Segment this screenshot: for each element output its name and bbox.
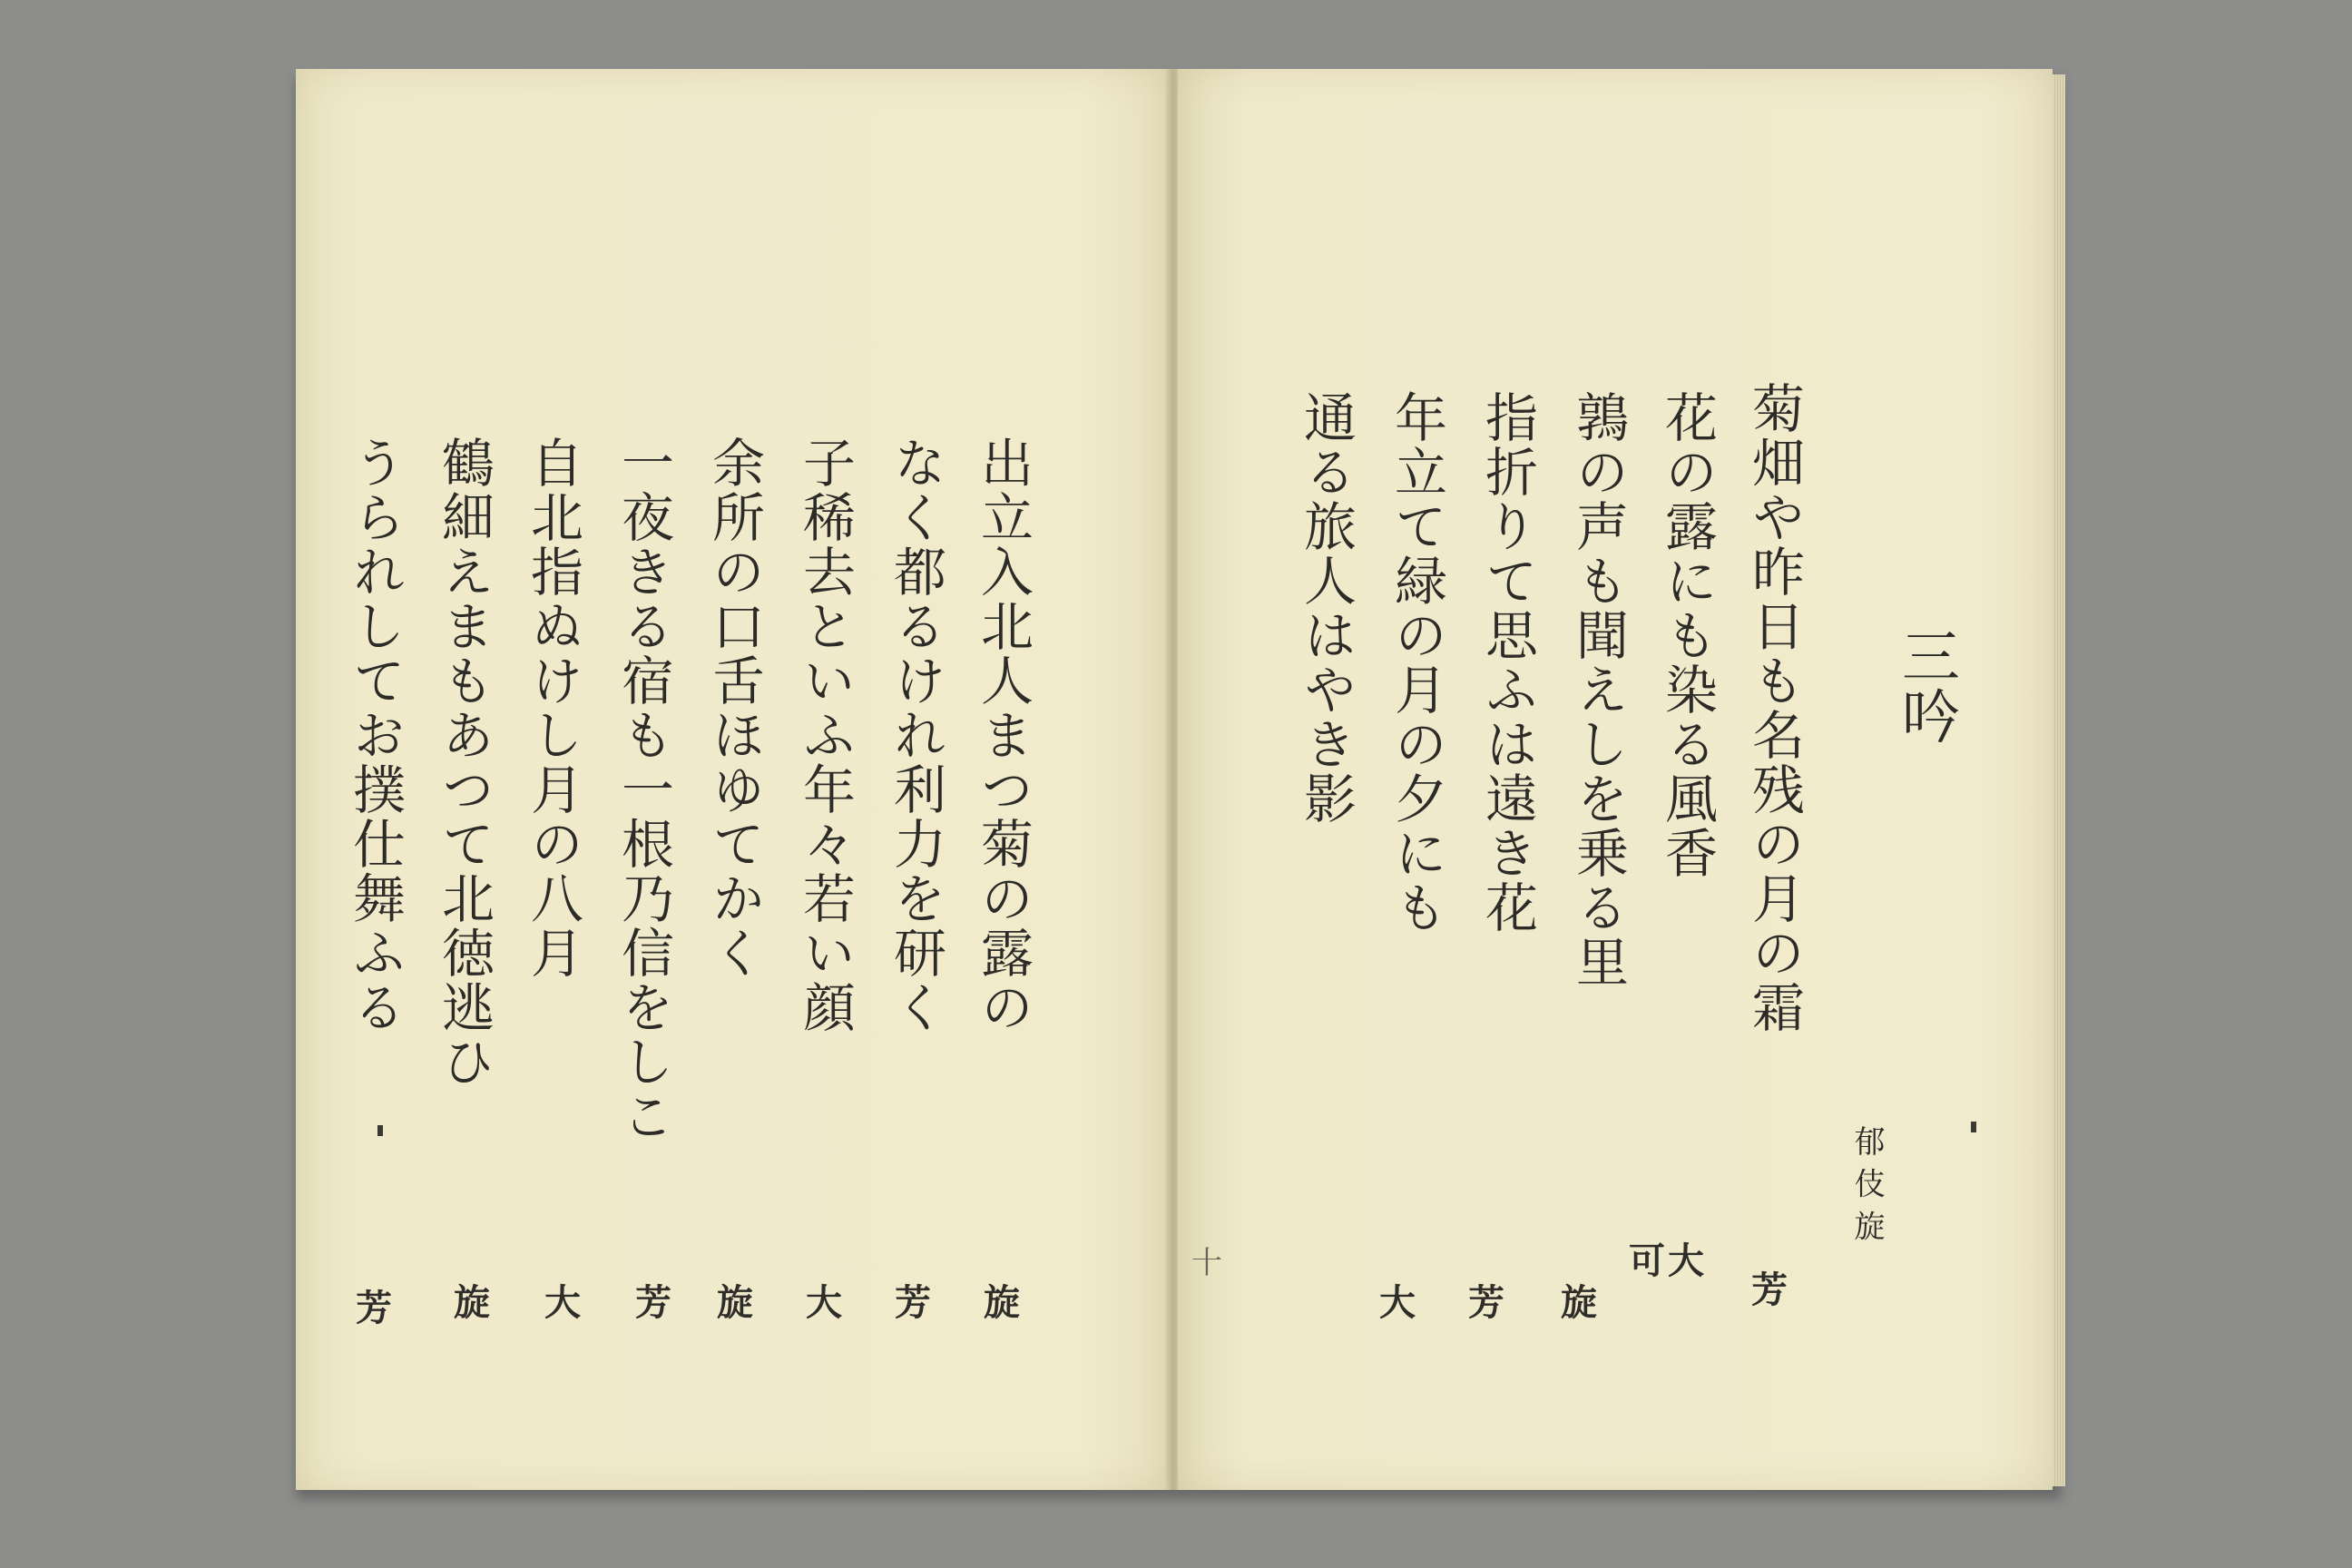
poet-r3: 可 bbox=[1629, 1240, 1665, 1282]
verse-r5: 年立て緑の月の夕にも bbox=[1386, 390, 1447, 935]
poet-l2: 芳 bbox=[895, 1281, 931, 1324]
page-folio: 十 bbox=[1191, 1245, 1222, 1281]
poet-l6: 大 bbox=[544, 1281, 581, 1324]
verse-l6: 自北指ぬけし月の八月 bbox=[522, 436, 583, 980]
poem-title: 三吟 bbox=[1892, 626, 1959, 746]
poet-r6: 大 bbox=[1379, 1281, 1416, 1324]
poet-l7: 旋 bbox=[454, 1281, 490, 1324]
verse-r3: 鶉の声も聞えしを乗る里 bbox=[1567, 390, 1629, 989]
poet-l1: 旋 bbox=[984, 1281, 1020, 1324]
verse-r1: 菊畑や昨日も名残の月の霜 bbox=[1743, 381, 1805, 1034]
poet-r2: 大 bbox=[1668, 1240, 1704, 1282]
page-edges bbox=[2053, 74, 2065, 1486]
verse-mark bbox=[377, 1125, 383, 1136]
poet-l4: 旋 bbox=[717, 1281, 753, 1324]
poet-r5: 芳 bbox=[1468, 1281, 1504, 1324]
verse-l1: 出立入北人まつ菊の露の bbox=[972, 436, 1034, 1034]
verse-l8: うられしてお撲仕舞ふる bbox=[344, 436, 406, 1034]
verse-l2: なく都るけれ利力を研く bbox=[885, 436, 946, 1034]
poet-r4: 旋 bbox=[1561, 1281, 1597, 1324]
verse-r2: 花の露にも染る風香 bbox=[1656, 390, 1718, 880]
verse-l3: 子稀去といふ年々若い顔 bbox=[794, 436, 856, 1034]
verse-mark bbox=[1971, 1122, 1976, 1132]
verse-l4: 余所の口舌ほゆてかく bbox=[703, 436, 765, 980]
verse-r6: 通る旅人はやき影 bbox=[1295, 390, 1357, 826]
verse-r4: 指折りて思ふは遠き花 bbox=[1476, 390, 1538, 935]
author-note: 郁 伎 旋 bbox=[1848, 1125, 1885, 1242]
verse-l5: 一夜きる宿も一根乃信をしこ bbox=[612, 436, 674, 1143]
verse-l7: 鶴細えまもあつて北徳逃ひ bbox=[433, 436, 495, 1089]
poet-l3: 大 bbox=[806, 1281, 842, 1324]
poet-l8: 芳 bbox=[356, 1287, 392, 1329]
poet-l5: 芳 bbox=[635, 1281, 671, 1324]
poet-r1: 芳 bbox=[1751, 1269, 1788, 1311]
